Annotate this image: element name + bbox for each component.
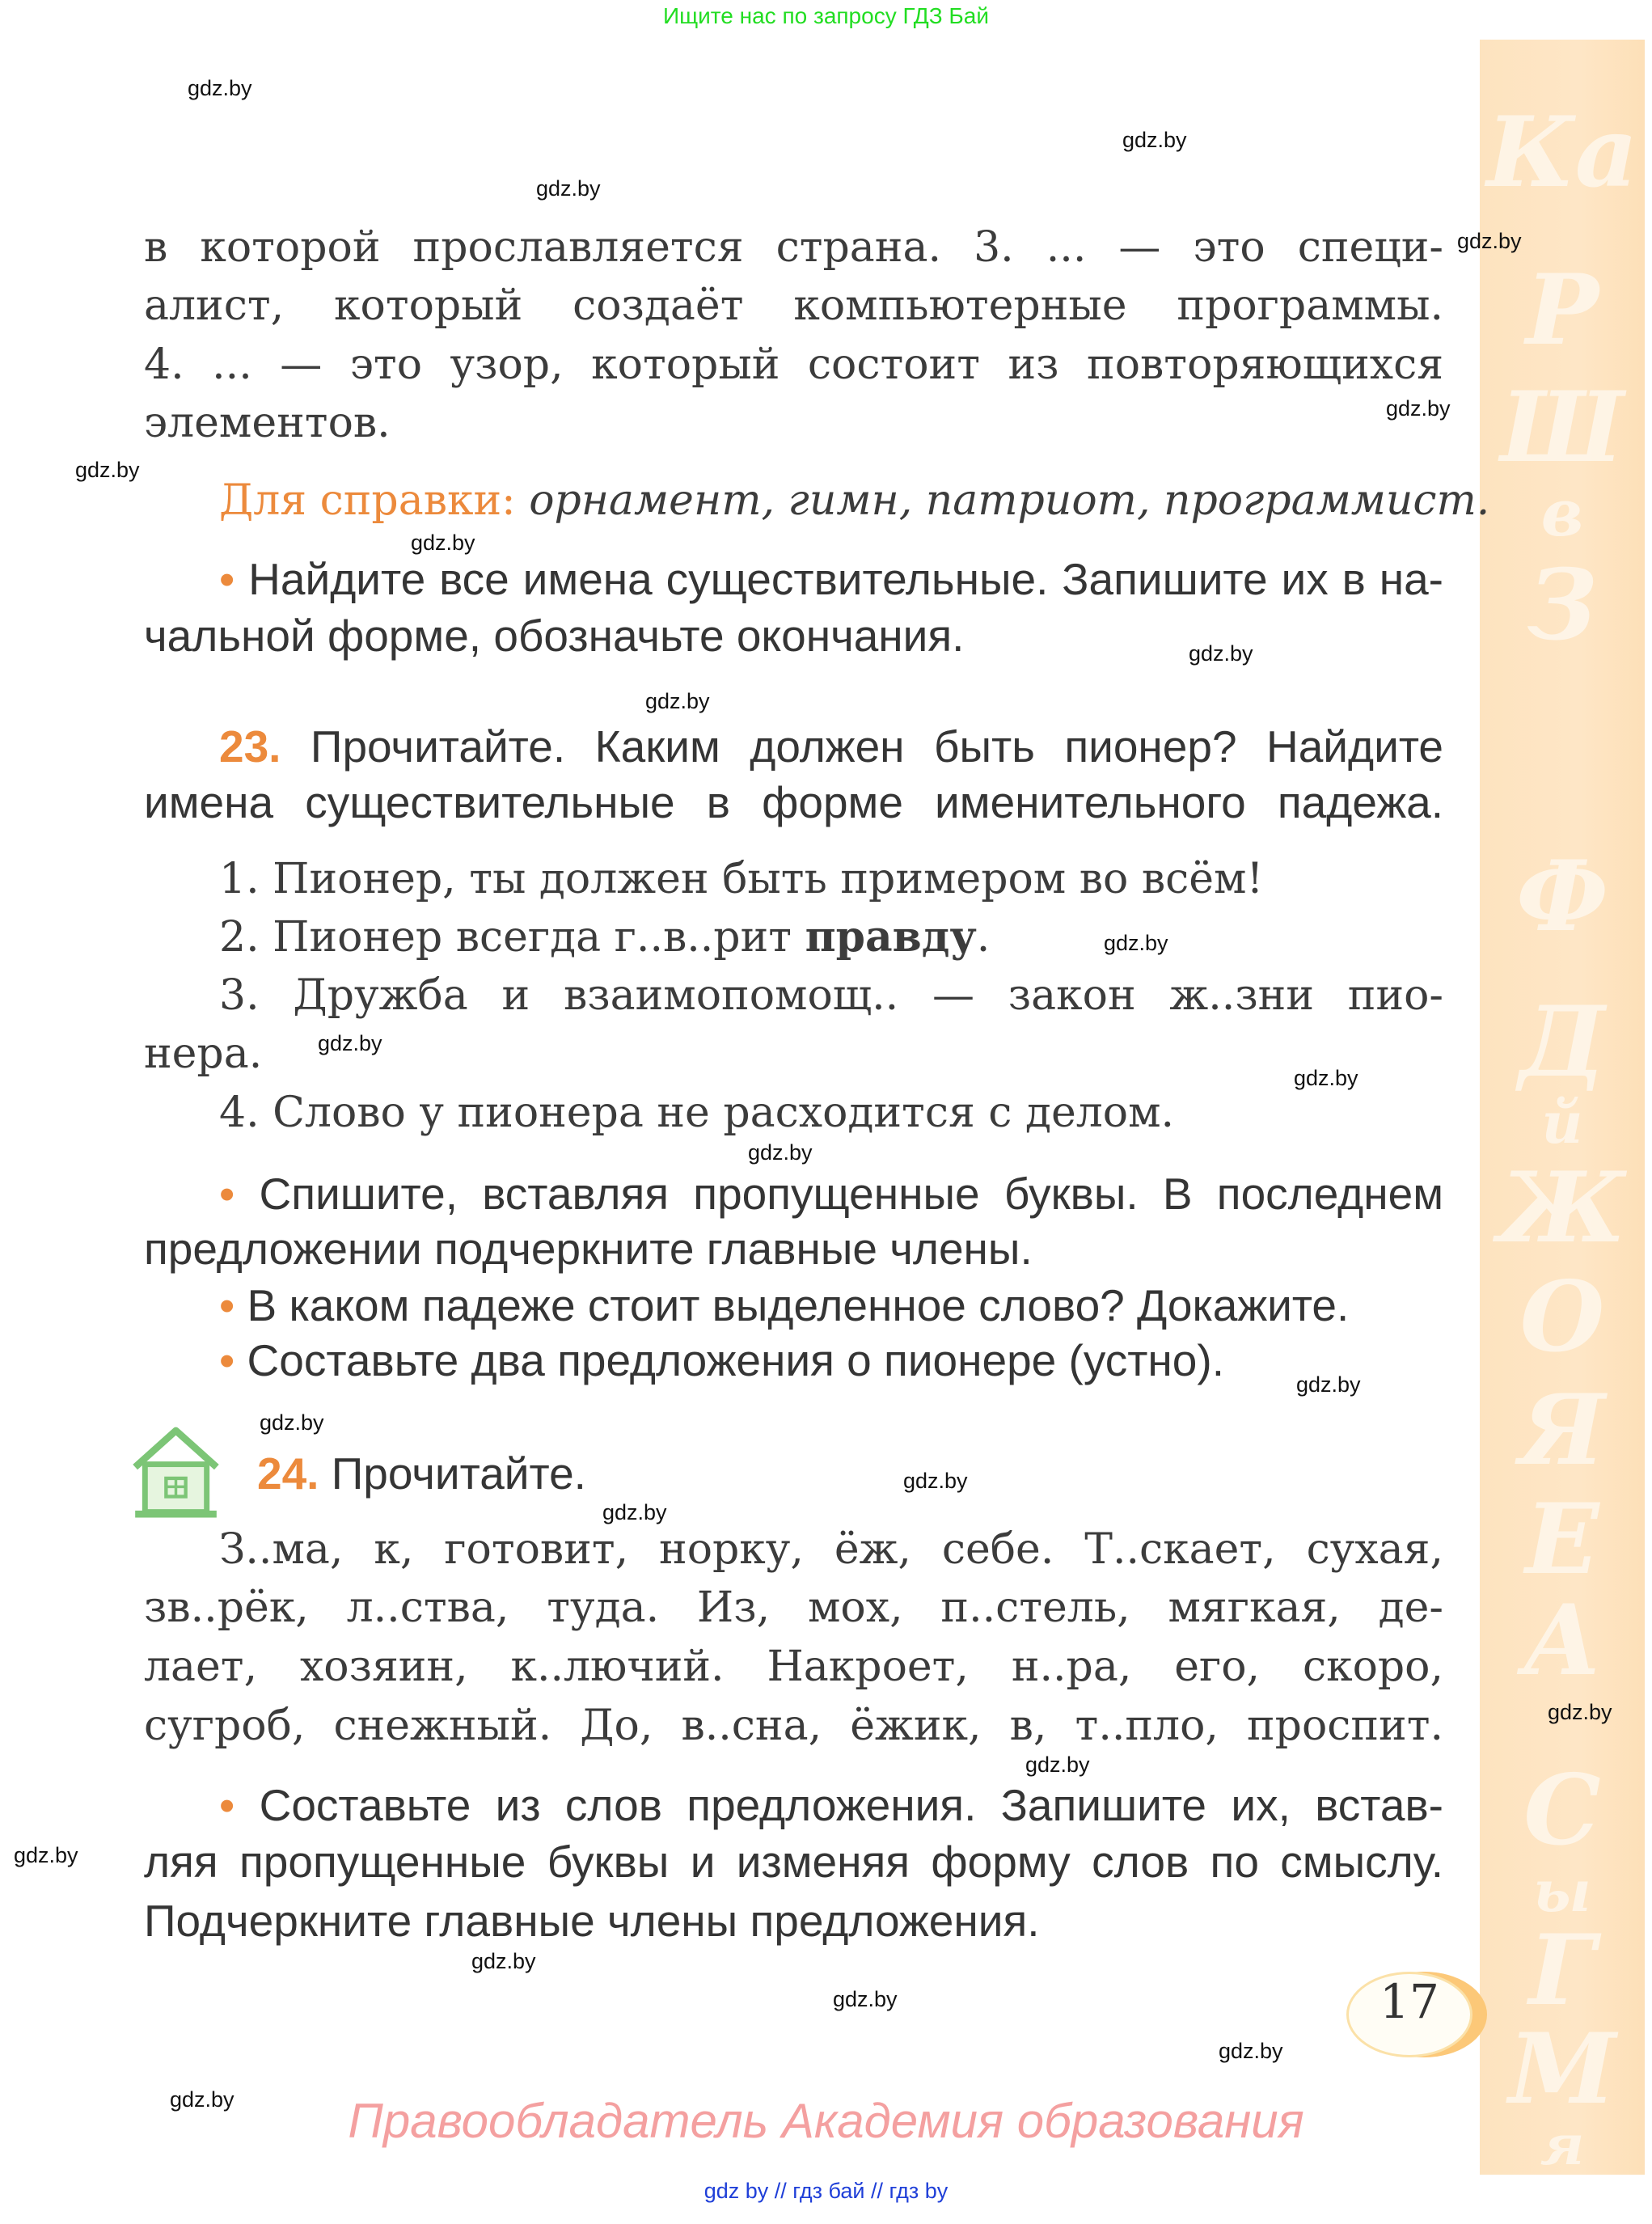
task-text: Составьте из слов предложения. Запишите их, встав- [259, 1780, 1443, 1830]
sidebar-letter: Р [1525, 253, 1599, 367]
word-set: лает, хозяин, к..лючий. Накроет, н..ра, его, скоро, [144, 1643, 1443, 1691]
task-text: Подчеркните главные члены предложения. [144, 1896, 1040, 1946]
sidebar-letter: С [1523, 1753, 1601, 1867]
homework-house-icon [129, 1425, 222, 1520]
watermark: gdz.by [1219, 2039, 1283, 2063]
watermark: gdz.by [75, 458, 140, 482]
bullet-icon: • [219, 1280, 235, 1330]
watermark: gdz.by [1104, 931, 1168, 955]
text-line: элементов. [144, 399, 391, 447]
reference-words: орнамент, гимн, патриот, программист. [529, 476, 1490, 525]
watermark: gdz.by [602, 1500, 667, 1524]
task-text: чальной форме, обозначьте окончания. [144, 611, 965, 661]
decorative-alphabet-sidebar [1480, 40, 1645, 2175]
footer-links[interactable]: gdz by // гдз бай // гдз by [703, 2179, 949, 2203]
sidebar-letter: З [1527, 548, 1598, 662]
watermark: gdz.by [903, 1469, 968, 1493]
sentence-end: . [976, 913, 991, 962]
exercise-title: Прочитайте. [331, 1448, 586, 1499]
text-line: 4. ... — это узор, который состоит из повторяющихся [144, 340, 1443, 389]
text-line: в которой прославляется страна. 3. ... — это специ- [144, 223, 1443, 272]
bullet-icon: • [219, 1335, 235, 1385]
sidebar-letter: я [1540, 2113, 1585, 2175]
task-bullet [219, 1334, 1224, 1386]
task-text: Спишите, вставляя пропущенные буквы. В последнем [259, 1169, 1444, 1219]
sidebar-letter: О [1519, 1260, 1605, 1374]
sentence [219, 912, 990, 962]
sidebar-letter: Г [1528, 1913, 1596, 2027]
text-line: алист, который создаёт компьютерные программы. [144, 281, 1443, 330]
sidebar-letter: й [1541, 1089, 1583, 1156]
sidebar-letter: Ж [1498, 1151, 1626, 1265]
watermark: gdz.by [1457, 229, 1522, 253]
exercise-23-heading [219, 721, 1443, 772]
sentence: нера. [144, 1030, 263, 1078]
task-bullet [219, 553, 1443, 605]
sidebar-letter: М [1508, 2012, 1616, 2126]
sidebar-letter: Ка [1486, 95, 1638, 209]
sentence: 3. Дружба и взаимопомощ.. — закон ж..зни пио- [219, 971, 1443, 1020]
watermark: gdz.by [748, 1140, 813, 1165]
watermark: gdz.by [1294, 1066, 1358, 1090]
sidebar-letter: Ф [1516, 839, 1608, 953]
highlighted-word: правду [805, 912, 977, 962]
watermark: gdz.by [471, 1949, 536, 1973]
watermark: gdz.by [1386, 396, 1451, 421]
task-bullet [219, 1168, 1443, 1220]
task-text: ляя пропущенные буквы и изменяя форму слов по смыслу. [144, 1837, 1443, 1887]
watermark: gdz.by [170, 2087, 234, 2112]
watermark: gdz.by [260, 1410, 324, 1435]
sentence: 4. Слово у пионера не расходится с делом. [219, 1089, 1175, 1137]
task-text: предложении подчеркните главные члены. [144, 1224, 1033, 1274]
sidebar-letter: Я [1519, 1373, 1605, 1487]
sentence: 1. Пионер, ты должен быть примером во всём! [219, 855, 1264, 903]
exercise-24-heading [257, 1448, 586, 1499]
word-set: сугроб, снежный. До, в..сна, ёжик, в, т..пло, проспит. [144, 1702, 1443, 1750]
sentence-text: 2. Пионер всегда г..в..рит [219, 913, 792, 962]
sidebar-letter: Е [1525, 1482, 1599, 1596]
top-banner[interactable]: Ищите нас по запросу ГДЗ Бай [662, 3, 990, 28]
sidebar-letter: А [1523, 1583, 1602, 1698]
watermark: gdz.by [1296, 1372, 1361, 1397]
sidebar-letter: в [1540, 475, 1584, 551]
task-text: Составьте два предложения о пионере (устно). [247, 1335, 1224, 1385]
reference-label: Для справки: [219, 476, 516, 525]
watermark: gdz.by [318, 1031, 382, 1055]
watermark: gdz.by [14, 1843, 78, 1867]
exercise-number: 24. [257, 1448, 319, 1499]
bullet-icon: • [219, 1169, 235, 1219]
exercise-intro: имена существительные в форме именительного падежа. [144, 777, 1443, 827]
task-bullet [219, 1779, 1443, 1831]
bullet-icon: • [219, 1780, 235, 1830]
watermark: gdz.by [411, 531, 475, 555]
bullet-icon: • [219, 554, 235, 604]
watermark: gdz.by [1548, 1700, 1612, 1724]
task-bullet [219, 1279, 1349, 1331]
word-set: З..ма, к, готовит, норку, ёж, себе. Т..скает, сухая, [219, 1525, 1443, 1574]
exercise-number: 23. [219, 721, 281, 772]
task-text: Найдите все имена существительные. Запишите их в на- [248, 554, 1444, 604]
exercise-intro: Прочитайте. Каким должен быть пионер? Найдите [310, 721, 1443, 772]
sidebar-letter: Д [1519, 985, 1606, 1099]
word-set: зв..рёк, л..ства, туда. Из, мох, п..стель, мягкая, де- [144, 1583, 1443, 1632]
watermark: gdz.by [833, 1987, 898, 2011]
watermark: gdz.by [1025, 1753, 1090, 1777]
watermark: gdz.by [536, 176, 601, 201]
sidebar-letter: ы [1533, 1858, 1591, 1925]
task-text: В каком падеже стоит выделенное слово? Докажите. [247, 1280, 1350, 1330]
sidebar-letter: Ш [1500, 370, 1625, 484]
page-number: 17 [1346, 1972, 1472, 2057]
watermark: gdz.by [188, 76, 252, 100]
watermark: gdz.by [1189, 641, 1253, 666]
watermark: gdz.by [1122, 128, 1187, 152]
reference-line [219, 476, 1490, 525]
watermark: gdz.by [645, 689, 710, 713]
copyright-footer: Правообладатель Академия образования [348, 2094, 1304, 2148]
